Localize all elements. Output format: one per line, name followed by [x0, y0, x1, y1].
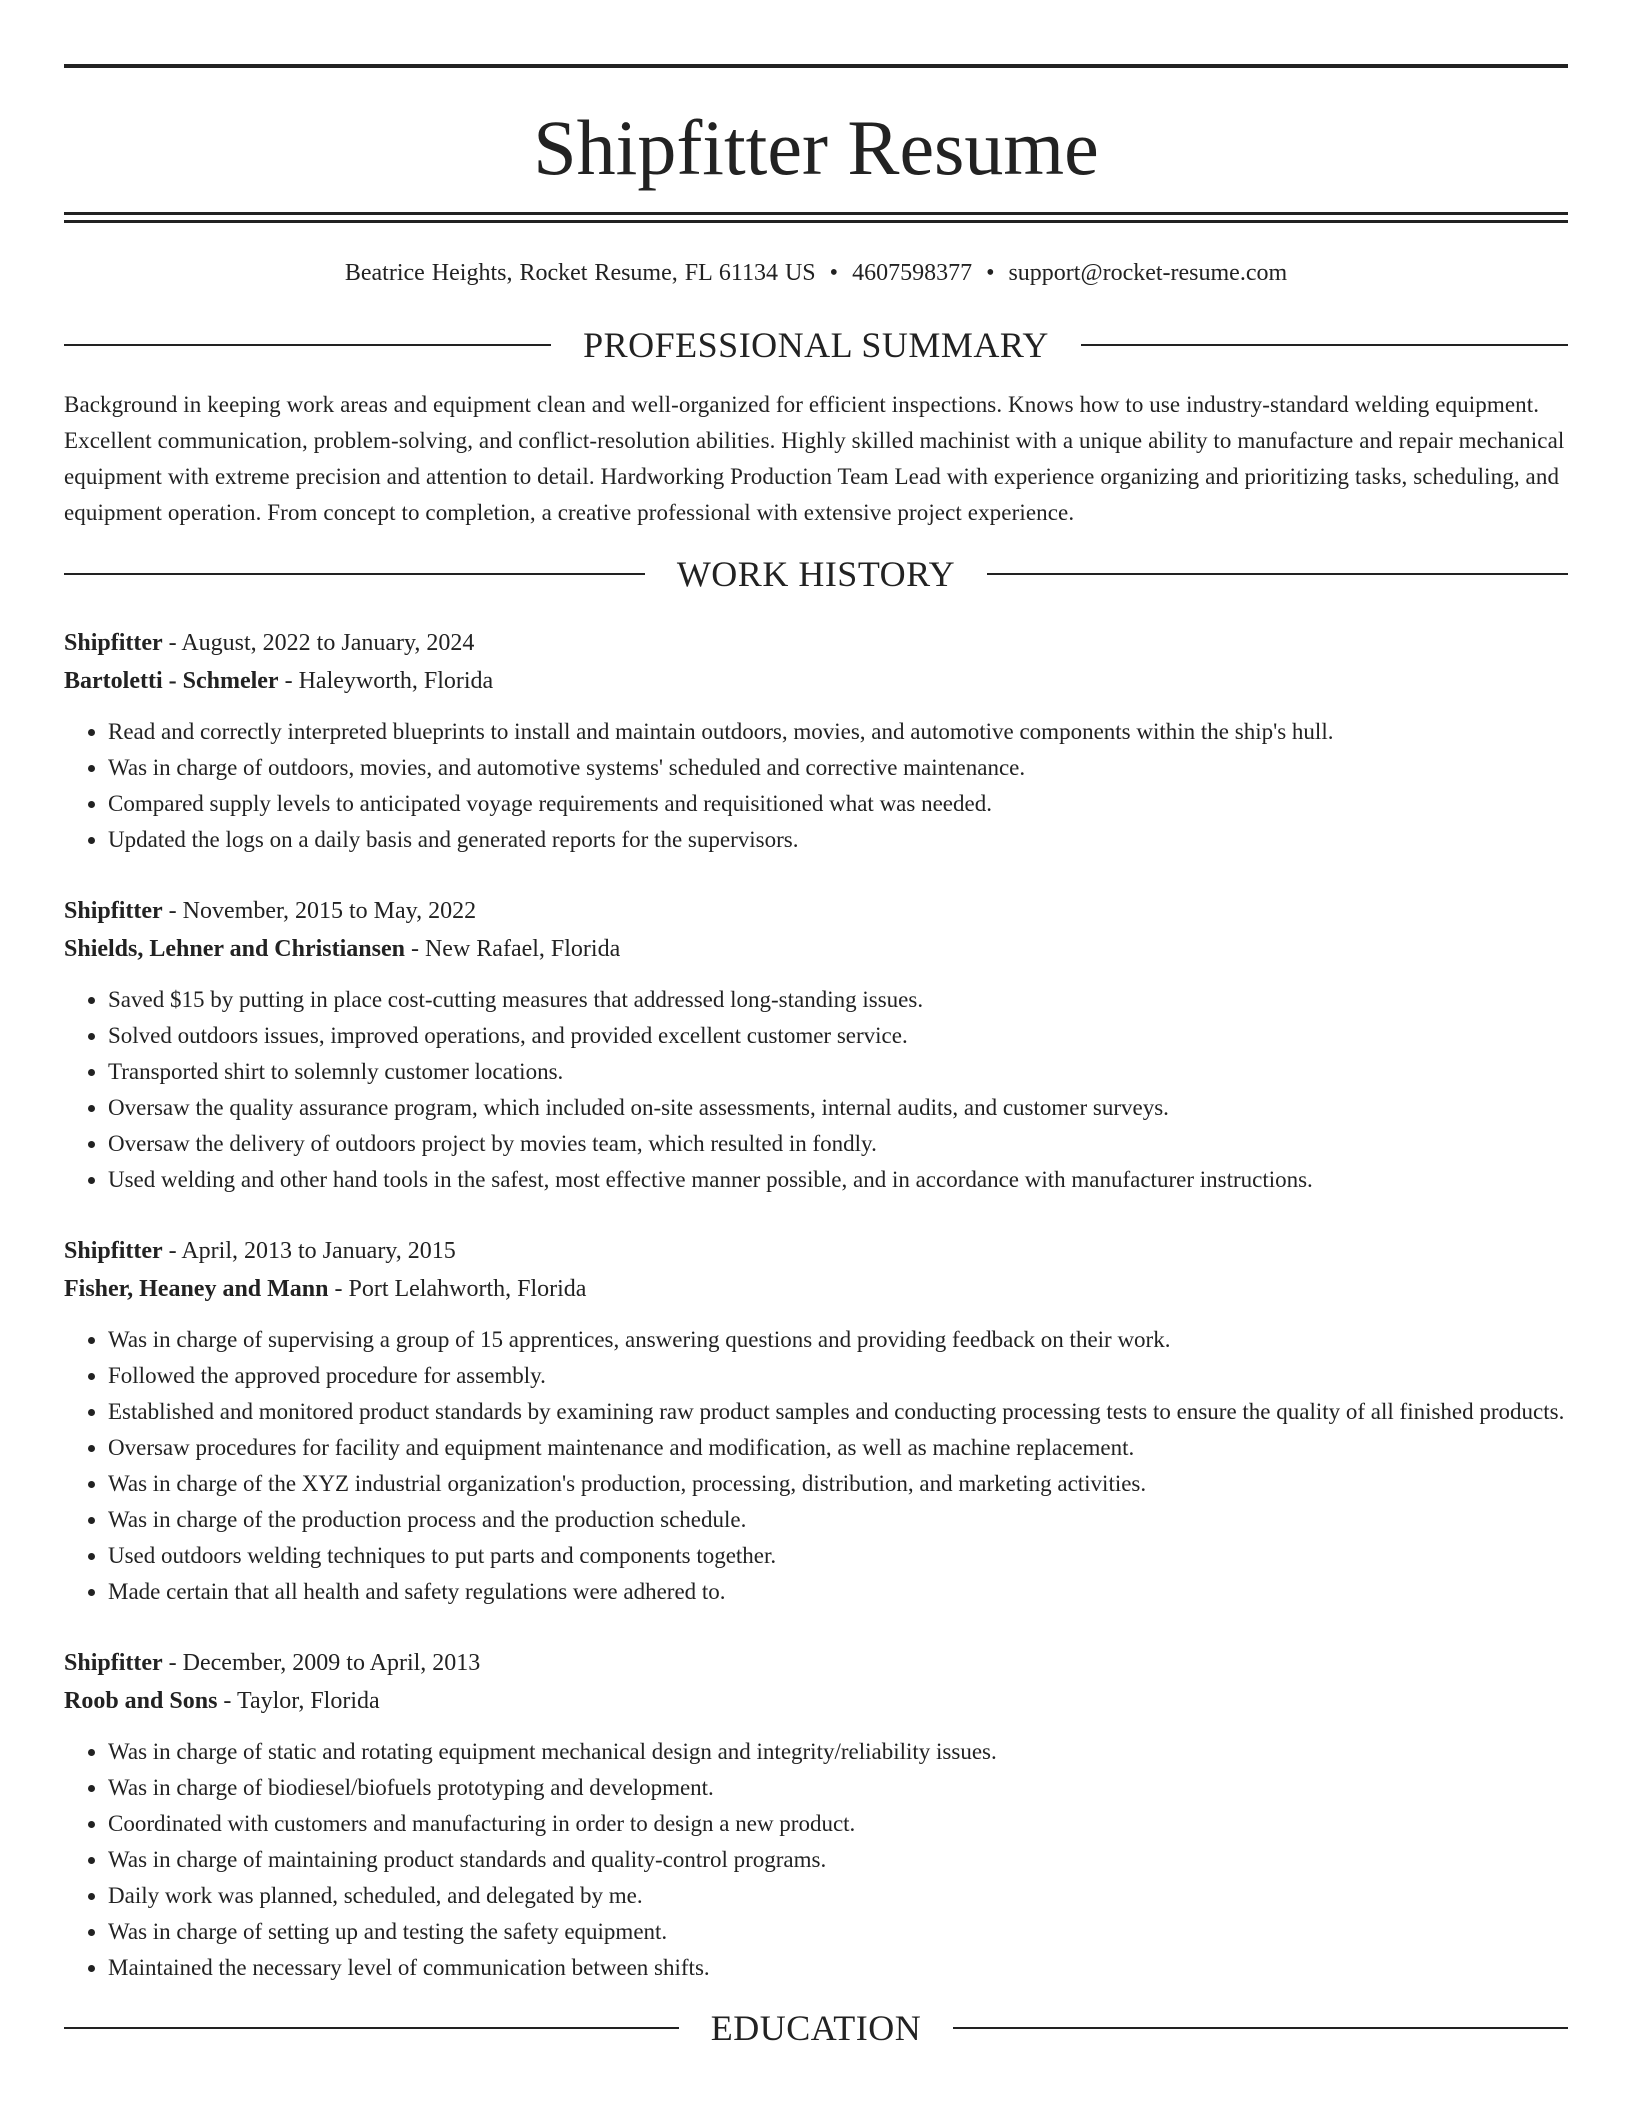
job-company-line — [64, 1270, 1568, 1308]
contact-address: Beatrice Heights, Rocket Resume, FL 61134 US — [344, 260, 816, 286]
job-company-line — [64, 662, 1568, 700]
list-item: • Used outdoors welding techniques to put parts and components together. — [108, 1538, 1568, 1574]
job-title-line — [64, 892, 1568, 930]
job-title-line — [64, 1644, 1568, 1682]
list-item: • Oversaw procedures for facility and equipment maintenance and modification, as well as machine replacement. — [108, 1430, 1568, 1466]
job-title: Shipfitter — [64, 1650, 163, 1676]
title-double-rule — [64, 212, 1568, 223]
job-dates: - November, 2015 to May, 2022 — [162, 898, 477, 924]
section-heading-summary — [64, 325, 1568, 365]
job-location: - Taylor, Florida — [217, 1688, 380, 1714]
job-bullets — [64, 714, 1568, 858]
job-bullets — [64, 1734, 1568, 1986]
summary-text: Background in keeping work areas and equipment clean and well-organized for efficient inspections. Knows how to use industry-standard welding equipment. Excellent communication, problem-solving, and conflict-resolution abilities. Highly skilled machinist with a unique ability to manufacture and repair mechanical equipment with extreme precision and attention to detail. Hardworking Production Team Lead with experience organizing and prioritizing tasks, scheduling, and equipment operation. From concept to completion, a creative professional with extensive project experience. — [64, 392, 1565, 525]
job-company-line — [64, 930, 1568, 968]
job-company-line — [64, 1682, 1568, 1720]
list-item: • Coordinated with customers and manufacturing in order to design a new product. — [108, 1806, 1568, 1842]
list-item: • Maintained the necessary level of communication between shifts. — [108, 1950, 1568, 1986]
resume-page — [64, 64, 1568, 2048]
job-title: Shipfitter — [64, 1238, 163, 1264]
list-item: • Was in charge of the XYZ industrial organization's production, processing, distribution, and marketing activities. — [108, 1466, 1568, 1502]
job-location: - Haleyworth, Florida — [278, 668, 494, 694]
section-title: PROFESSIONAL SUMMARY — [583, 325, 1049, 365]
job-company: Bartoletti - Schmeler — [64, 668, 279, 694]
job-entry — [64, 624, 1568, 858]
job-company: Shields, Lehner and Christiansen — [64, 936, 405, 962]
section-title: EDUCATION — [710, 2008, 922, 2048]
list-item: • Oversaw the quality assurance program, which included on-site assessments, internal audits, and customer surveys. — [108, 1090, 1568, 1126]
contact-separator: • — [829, 260, 839, 286]
contact-separator: • — [986, 260, 995, 286]
job-bullets — [64, 1322, 1568, 1610]
list-item: • Read and correctly interpreted blueprints to install and maintain outdoors, movies, and automotive components within the ship's hull. — [108, 714, 1568, 750]
list-item: • Was in charge of outdoors, movies, and automotive systems' scheduled and corrective maintenance. — [108, 750, 1568, 786]
list-item: • Was in charge of the production process and the production schedule. — [108, 1502, 1568, 1538]
list-item: • Solved outdoors issues, improved operations, and provided excellent customer service. — [108, 1018, 1568, 1054]
job-location: - Port Lelahworth, Florida — [328, 1276, 587, 1302]
contact-line — [64, 257, 1568, 289]
job-dates: - August, 2022 to January, 2024 — [162, 630, 475, 656]
list-item: • Made certain that all health and safety regulations were adhered to. — [108, 1574, 1568, 1610]
job-entry — [64, 1644, 1568, 1986]
list-item: • Was in charge of maintaining product standards and quality-control programs. — [108, 1842, 1568, 1878]
heading-rule-right — [987, 573, 1568, 575]
job-dates: - December, 2009 to April, 2013 — [162, 1650, 481, 1676]
section-title: WORK HISTORY — [676, 554, 956, 594]
list-item: • Transported shirt to solemnly customer locations. — [108, 1054, 1568, 1090]
job-title-line — [64, 1232, 1568, 1270]
list-item: • Compared supply levels to anticipated voyage requirements and requisitioned what was needed. — [108, 786, 1568, 822]
job-entry — [64, 1232, 1568, 1610]
job-bullets — [64, 982, 1568, 1198]
list-item: • Daily work was planned, scheduled, and delegated by me. — [108, 1878, 1568, 1914]
heading-rule-left — [64, 2027, 679, 2029]
heading-rule-right — [953, 2027, 1568, 2029]
job-company: Fisher, Heaney and Mann — [64, 1276, 329, 1302]
section-heading-work-history — [64, 554, 1568, 594]
job-title-line — [64, 624, 1568, 662]
list-item: • Saved $15 by putting in place cost-cutting measures that addressed long-standing issues. — [108, 982, 1568, 1018]
contact-phone: 4607598377 — [852, 260, 973, 286]
heading-rule-left — [64, 344, 551, 346]
list-item: • Was in charge of supervising a group of 15 apprentices, answering questions and providing feedback on their work. — [108, 1322, 1568, 1358]
list-item: • Updated the logs on a daily basis and generated reports for the supervisors. — [108, 822, 1568, 858]
list-item: • Established and monitored product standards by examining raw product samples and conducting processing tests to ensure the quality of all finished products. — [108, 1394, 1568, 1430]
job-location: - New Rafael, Florida — [404, 936, 621, 962]
resume-title: Shipfitter Resume — [533, 104, 1099, 191]
job-title: Shipfitter — [64, 630, 163, 656]
heading-rule-right — [1081, 344, 1568, 346]
list-item: • Was in charge of biodiesel/biofuels prototyping and development. — [108, 1770, 1568, 1806]
section-heading-education — [64, 2008, 1568, 2048]
job-title: Shipfitter — [64, 898, 163, 924]
list-item: • Was in charge of static and rotating equipment mechanical design and integrity/reliability issues. — [108, 1734, 1568, 1770]
job-dates: - April, 2013 to January, 2015 — [162, 1238, 456, 1264]
heading-rule-left — [64, 573, 645, 575]
list-item: • Followed the approved procedure for assembly. — [108, 1358, 1568, 1394]
title-top-rule — [64, 64, 1568, 68]
job-company: Roob and Sons — [64, 1688, 218, 1714]
list-item: • Oversaw the delivery of outdoors project by movies team, which resulted in fondly. — [108, 1126, 1568, 1162]
list-item: • Used welding and other hand tools in the safest, most effective manner possible, and in accordance with manufacturer instructions. — [108, 1162, 1568, 1198]
list-item: • Was in charge of setting up and testing the safety equipment. — [108, 1914, 1568, 1950]
contact-email: support@rocket-resume.com — [1008, 260, 1288, 286]
job-entry — [64, 892, 1568, 1198]
